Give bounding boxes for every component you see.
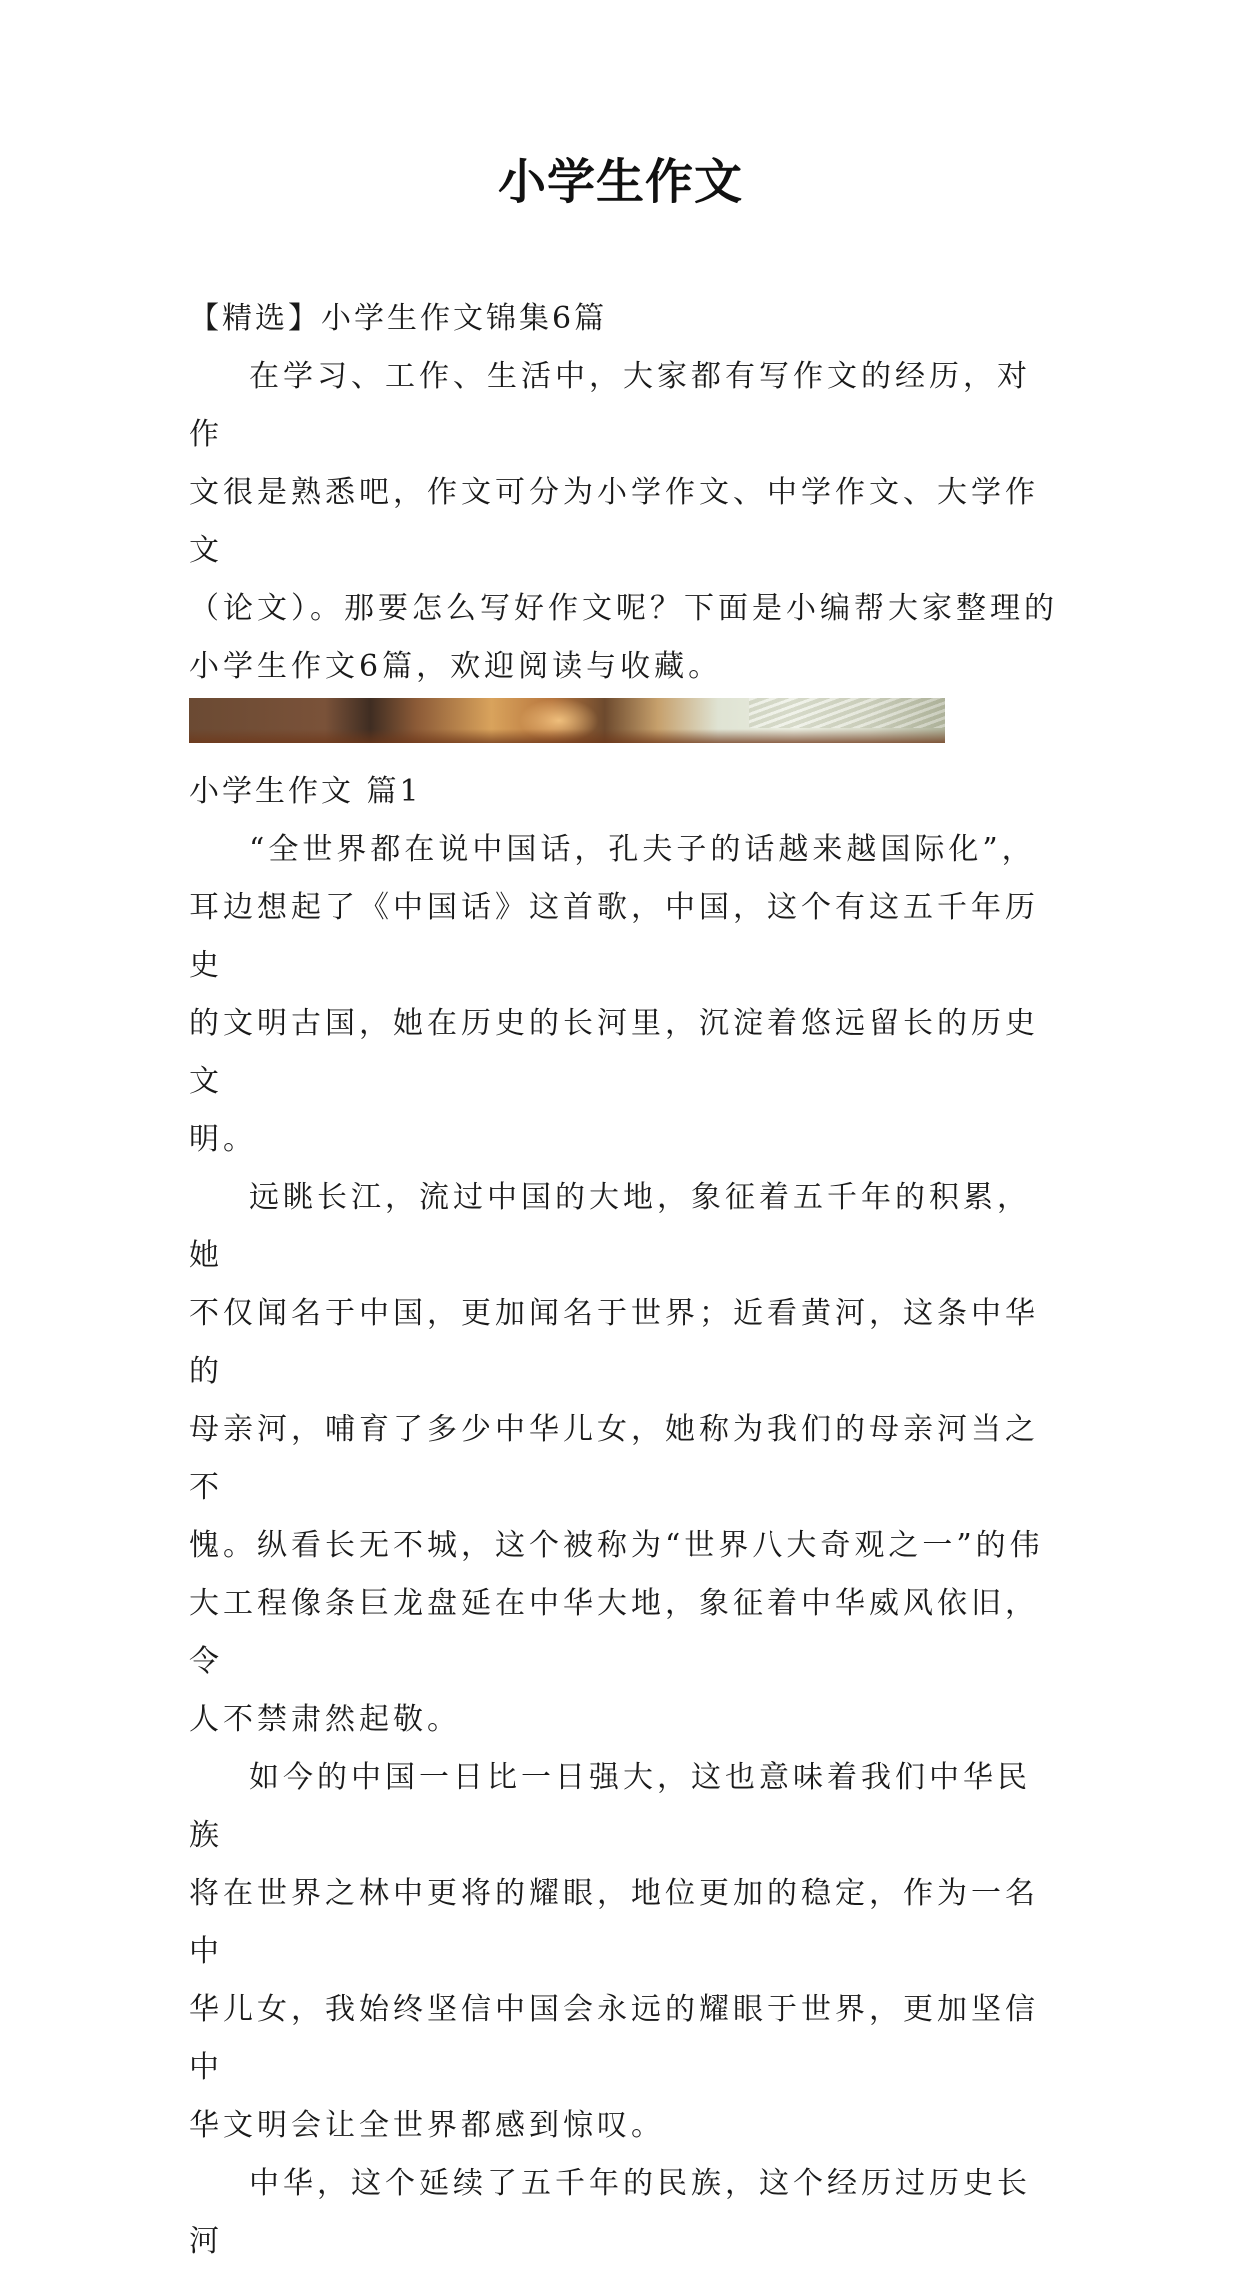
paragraph-line: 远眺长江，流过中国的大地，象征着五千年的积累，她 (189, 1180, 1031, 1273)
paragraph-line: 明。 (189, 1122, 257, 1157)
paragraph-line: 愧。纵看长无不城，这个被称为“世界八大奇观之一”的伟 (189, 1528, 1044, 1563)
article-paragraph (189, 1169, 1059, 1749)
paragraph-line: “全世界都在说中国话，孔夫子的话越来越国际化”， (249, 832, 1036, 867)
paragraph-line: 将在世界之林中更将的耀眼，地位更加的稳定，作为一名中 (189, 1876, 1039, 1969)
paragraph-line: 人不禁肃然起敬。 (189, 1702, 461, 1737)
intro-line: 文很是熟悉吧，作文可分为小学作文、中学作文、大学作文 (189, 475, 1039, 568)
paragraph-line: 不仅闻名于中国，更加闻名于世界；近看黄河，这条中华的 (189, 1296, 1039, 1389)
document-subtitle: 【精选】小学生作文锦集6篇 (189, 301, 608, 336)
article-paragraph (189, 821, 1059, 1169)
paragraph-line: 耳边想起了《中国话》这首歌，中国，这个有这五千年历史 (189, 890, 1039, 983)
intro-line: 小学生作文6篇，欢迎阅读与收藏。 (189, 649, 723, 684)
paragraph-line: 华儿女，我始终坚信中国会永远的耀眼于世界，更加坚信中 (189, 1992, 1039, 2085)
article-paragraph (189, 2155, 1059, 2271)
article-paragraph (189, 1749, 1059, 2155)
intro-line: 在学习、工作、生活中，大家都有写作文的经历，对作 (189, 359, 1031, 452)
banner-image-shadow (189, 729, 945, 743)
intro-paragraph (189, 348, 1059, 696)
intro-line: （论文）。那要怎么写好作文呢？下面是小编帮大家整理的 (189, 591, 1058, 626)
paragraph-line: 大工程像条巨龙盘延在中华大地，象征着中华威风依旧，令 (189, 1586, 1039, 1679)
document-title: 小学生作文 (497, 154, 743, 210)
banner-image (189, 698, 945, 743)
paragraph-line: 母亲河，哺育了多少中华儿女，她称为我们的母亲河当之不 (189, 1412, 1039, 1505)
paragraph-line: 中华，这个延续了五千年的民族，这个经历过历史长河 (189, 2166, 1031, 2259)
paragraph-line: 如今的中国一日比一日强大，这也意味着我们中华民族 (189, 1760, 1031, 1853)
paragraph-line: 的文明古国，她在历史的长河里，沉淀着悠远留长的历史文 (189, 1006, 1039, 1099)
banner-image-book-pages (749, 698, 945, 728)
paragraph-line: 华文明会让全世界都感到惊叹。 (189, 2108, 665, 2143)
section-heading: 小学生作文 篇1 (189, 774, 422, 809)
document-body (189, 290, 1059, 2271)
